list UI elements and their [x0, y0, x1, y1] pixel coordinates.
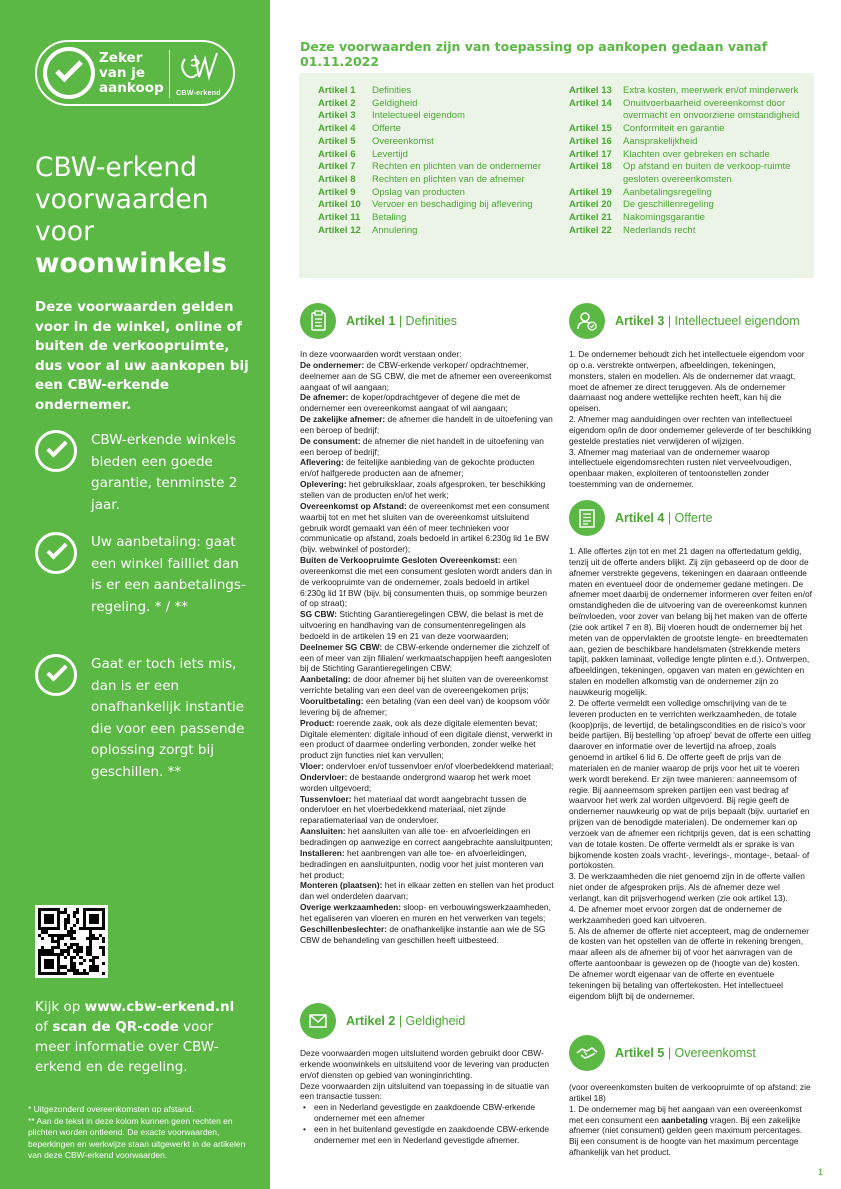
- toc-article-title: Klachten over gebreken en schade: [623, 148, 770, 160]
- paragraph: Deze voorwaarden mogen uitsluitend worden gebruikt door CBW-erkende woonwinkels en uitsluitend voor de levering van producten en/of diensten op gebied van woninginrichting.: [300, 1048, 550, 1080]
- definition-term: Aansluiten:: [300, 826, 346, 837]
- section-number: Artikel 3: [615, 314, 665, 328]
- definition-text: Stichting Garantieregelingen CBW, die belast is met de uitvoering en handhaving van de consumentenregelingen als bedoeld in de artikelen 19 en 21 van deze voorwaarden;: [300, 609, 544, 641]
- definition: [300, 880, 555, 902]
- section-separator: |: [664, 314, 675, 328]
- section-separator: |: [395, 314, 406, 328]
- definition-term: Aflevering:: [300, 457, 344, 468]
- definition-term: Tussenvloer:: [300, 793, 352, 804]
- definition: [300, 436, 555, 458]
- definition: [300, 555, 555, 609]
- title-bold-line: woonwinkels: [35, 248, 227, 279]
- section-title: [615, 314, 800, 328]
- definition: [300, 392, 555, 414]
- definition: [300, 609, 555, 642]
- paragraph: 4. De afnemer moet ervoor zorgen dat de ondernemer de werkzaamheden goed kan uitvoeren.: [569, 903, 782, 925]
- toc-article-number: Artikel 5: [318, 135, 356, 147]
- section-name: Geldigheid: [405, 1014, 466, 1028]
- artikel-3-body: [569, 349, 812, 490]
- toc-article-number: Artikel 6: [318, 148, 356, 160]
- paragraph-text: 1. De ondernemer mag bij het aangaan van een overeenkomst met een consument een: [569, 1103, 802, 1125]
- table-of-contents: [299, 73, 814, 278]
- cta-scan-text: scan de QR-code: [52, 1019, 179, 1035]
- website-cta: [35, 997, 250, 1077]
- toc-article-number: Artikel 22: [569, 224, 612, 236]
- footnote-2: ** Aan de tekst in deze kolom kunnen geen rechten en plichten worden ontleend. De exacte voorwaarden, beperkingen en werkwijze staan uitgewerkt in de artikelen van deze CBW-erkend voorwaarden.: [28, 1115, 246, 1160]
- toc-article-title: De geschillenregeling: [623, 199, 714, 211]
- definition: [300, 696, 555, 718]
- toc-row[interactable]: [569, 149, 809, 162]
- definition-text: de feitelijke aanbieding van de gekochte producten en/of halfgerede producten aan de afnemer;: [300, 457, 535, 479]
- toc-article-title: Extra kosten, meerwerk en/of minderwerk: [623, 85, 799, 96]
- toc-article-number: Artikel 12: [318, 224, 361, 236]
- toc-row[interactable]: [569, 136, 809, 149]
- check-icon: [35, 532, 77, 574]
- definition-text: ondervloer en/of tussenvloer en/of vloerbedekkend materiaal;: [323, 761, 554, 772]
- logo-label: CBW-erkend: [176, 90, 221, 97]
- toc-row[interactable]: [569, 199, 809, 212]
- artikel-4-body: [569, 546, 812, 1001]
- definition: [300, 902, 555, 924]
- toc-article-title: Intelectueel eigendom: [372, 110, 465, 122]
- toc-article-title: Nederlands recht: [623, 224, 696, 236]
- list-item: • een in Nederland gevestigde en zaakdoende CBW-erkende ondernemer met een afnemer: [300, 1102, 555, 1124]
- toc-article-number: Artikel 18: [569, 161, 612, 173]
- artikel-2-body: [300, 1048, 555, 1146]
- sidebar: [0, 0, 270, 1189]
- definition-text: het aansluiten van alle toe- en afvoerleidingen en bedradingen op aanwezige en correct aangebrachte aansluitpunten;: [300, 826, 553, 847]
- toc-article-title: Betaling: [372, 212, 407, 224]
- section-name: Intellectueel eigendom: [674, 314, 800, 328]
- toc-row[interactable]: [318, 123, 556, 136]
- title-line-2: voorwaarden: [35, 184, 209, 215]
- toc-article-title: Definities: [372, 85, 412, 96]
- toc-article-title: Onuitvoerbaarheid overeenkomst door overmacht en onvoorziene omstandigheid: [623, 97, 800, 122]
- toc-article-title: Aansprakelijkheid: [623, 135, 698, 147]
- logo-divider: [169, 50, 170, 98]
- definition-term: De ondernemer:: [300, 359, 365, 370]
- toc-row[interactable]: [318, 187, 556, 200]
- toc-article-number: Artikel 11: [318, 212, 361, 224]
- intro-text: Deze voorwaarden gelden voor in de winkel, online of buiten de verkoopruimte, dus voor al uw aankopen bij een CBW-erkende ondernemer.: [35, 299, 249, 413]
- section-header-artikel-4: [569, 500, 713, 536]
- artikel-1-intro: In deze voorwaarden wordt verstaan onder:: [300, 349, 462, 359]
- toc-article-number: Artikel 4: [318, 123, 356, 135]
- artikel-1-body: [300, 349, 555, 945]
- toc-article-number: Artikel 21: [569, 212, 612, 224]
- qr-code[interactable]: [35, 905, 108, 978]
- toc-article-title: Levertijd: [372, 148, 408, 160]
- definition: [300, 457, 555, 479]
- section-header-artikel-3: [569, 303, 800, 339]
- logo-tagline-line-2: van je: [99, 65, 146, 81]
- definition-term: Aanbetaling:: [300, 674, 351, 685]
- page-number: 1: [818, 1167, 824, 1177]
- toc-row[interactable]: [569, 187, 809, 200]
- toc-row[interactable]: [569, 85, 809, 98]
- definition-text: het gebruiksklaar, zoals afgesproken, ter beschikking stellen van de producten en/of het werk;: [300, 479, 546, 500]
- validity-header: Deze voorwaarden zijn van toepassing op aankopen gedaan vanaf 01.11.2022: [300, 39, 768, 69]
- definition-term: De afnemer:: [300, 392, 349, 403]
- benefit-text: CBW-erkende winkels bieden een goede garantie, tenminste 2 jaar.: [91, 432, 238, 513]
- definition-text: de CBW-erkende verkoper/ opdrachtnemer, deelnemer aan de SG CBW, die met de afnemer een overeenkomst aangaat of wil aangaan;: [300, 359, 552, 392]
- cbw-logo: [35, 40, 235, 106]
- cta-text: voor meer informatie over CBW-erkend en de regeling.: [35, 1019, 219, 1075]
- toc-article-title: Vervoer en beschadiging bij aflevering: [372, 199, 533, 211]
- section-name: Overeenkomst: [674, 1046, 756, 1060]
- toc-row[interactable]: [318, 110, 556, 123]
- toc-row[interactable]: [569, 212, 809, 225]
- paragraph: Deze voorwaarden zijn uitsluitend van toepassing in de situatie van een transactie tussen:: [300, 1080, 550, 1102]
- title-line-1: CBW-erkend: [35, 152, 197, 183]
- check-icon: [35, 654, 77, 696]
- qr-code-pattern: [38, 908, 105, 975]
- toc-row[interactable]: [318, 174, 556, 187]
- definition: [300, 479, 555, 501]
- section-title: [346, 1014, 465, 1028]
- definition-term: Oplevering:: [300, 479, 347, 490]
- logo-tagline: [99, 51, 164, 96]
- section-separator: |: [664, 1046, 675, 1060]
- definition: [300, 794, 555, 827]
- handshake-icon: [569, 1035, 605, 1071]
- envelope-icon: [300, 1003, 336, 1039]
- toc-article-title: Offerte: [372, 123, 401, 135]
- paragraph: 2. De offerte vermeldt een volledige omschrijving van de te leveren producten en te verrichten werkzaamheden, de totale (koop)prijs, de levertijd, de betalingscondities en de risico's voor beide partijen. Bij bestelling 'op afroep' bevat de offerte een uitleg daarover en informatie over de levertijd na afroep, zoals genoemd in artikel 6 lid 6. De offerte geeft de prijs van de materialen en de manier waarop de prijs voor het uit te voeren werk wordt berekend. Er zijn twee manieren: aanneemsom of regie. Bij aanneemsom spreken partijen een vast bedrag af waarvoor het werk zal worden uitgevoerd. Bij regie geeft de ondernemer nauwkeurig op wat de prijs bepaalt (bijv. uurtarief en prijzen van de benodigde materialen). De ondernemer kan op verzoek van de afnemer een richtprijs geven, dat is een schatting van de totale kosten. De offerte vermeldt als er sprake is van bijkomende kosten zoals vracht-, leverings-, montage-, betaal- of portokosten.: [569, 697, 811, 871]
- paragraph: [569, 1104, 812, 1158]
- toc-row[interactable]: [318, 225, 556, 238]
- toc-article-number: Artikel 14: [569, 97, 612, 109]
- section-title: [346, 314, 457, 328]
- toc-article-number: Artikel 3: [318, 110, 356, 122]
- definition-term: Installeren:: [300, 847, 345, 858]
- toc-article-title: Annulering: [372, 224, 418, 236]
- title-line-3: voor: [35, 216, 95, 247]
- definition-text: een betaling (van een deel van) de koopsom vóór levering bij de afnemer;: [300, 696, 550, 717]
- toc-article-title: Opslag van producten: [372, 186, 465, 198]
- definition: [300, 772, 555, 794]
- section-header-artikel-2: [300, 1003, 465, 1039]
- benefit-text: Gaat er toch iets mis, dan is er een onafhankelijk instantie die voor een passende oplossing zorgt bij geschillen. **: [91, 656, 245, 780]
- definition-term: Overeenkomst op Afstand:: [300, 500, 407, 511]
- toc-article-title: Rechten en plichten van de ondernemer: [372, 161, 542, 173]
- definition-text: de afnemer die niet handelt in de uitoefening van een beroep of bedrijf;: [300, 435, 544, 457]
- document-icon: [569, 500, 605, 536]
- user-check-icon: [569, 303, 605, 339]
- toc-article-number: Artikel 2: [318, 97, 356, 109]
- definition-text: de CBW-erkende ondernemer die zichzelf of een of meer van zijn filialen/ werkmaatschappijen heeft aangesloten bij de Stichting Garantieregelingen CBW;: [300, 641, 552, 674]
- definition: [300, 642, 555, 675]
- paragraph: 1. De ondernemer behoudt zich het intellectuele eigendom voor op o.a. verstrekte ontwerpen, afbeeldingen, tekeningen, monsters, stalen en modellen. Als de ondernemer dat vraagt, moet de afnemer ze direct teruggeven. Als de ondernemer daarnaast nog andere wettelijke rechten heeft, kan hij die opeisen.: [569, 349, 805, 414]
- toc-article-title: Nakomingsgarantie: [623, 212, 705, 224]
- definition-text: de door afnemer bij het sluiten van de overeenkomst verrichte betaling van een deel van de overeengekomen prijs;: [300, 674, 549, 696]
- definition-text: de bestaande ondergrond waarop het werk moet worden uitgevoerd;: [300, 771, 531, 793]
- footnotes: [28, 1104, 253, 1162]
- toc-article-number: Artikel 19: [569, 186, 612, 198]
- toc-article-number: Artikel 15: [569, 123, 612, 135]
- toc-article-title: Rechten en plichten van de afnemer: [372, 173, 525, 185]
- paragraph: 3. De werkzaamheden die niet genoemd zijn in de offerte vallen niet onder de afgesproken prijs. Als de afnemer deze wel verlangt, kan dit prijsverhogend werken (zie ook artikel 13).: [569, 871, 805, 903]
- definition: [300, 761, 555, 772]
- logo-check-icon: [43, 47, 95, 99]
- definition-term: Monteren (plaatsen):: [300, 880, 383, 891]
- definition-term: Vooruitbetaling:: [300, 696, 364, 706]
- section-title: [615, 511, 713, 525]
- definition-text: roerende zaak, ook als deze digitale elementen bevat;: [334, 717, 538, 728]
- definition: [300, 501, 555, 555]
- definition-text: een overeenkomst die met een consument gesloten wordt anders dan in de verkoopruimte van de ondernemer, zoals bedoeld in artikel 6:230g lid 1f BW (bijv. bij consumenten thuis, op sommige beurzen of op straat);: [300, 555, 552, 609]
- section-header-artikel-5: [569, 1035, 756, 1071]
- cta-text: Kijk op: [35, 999, 85, 1015]
- toc-row[interactable]: [569, 98, 809, 123]
- definition-text: het aanbrengen van alle toe- en afvoerleidingen, bedradingen en aansluitpunten, nodig voor het juist monteren van het product;: [300, 847, 544, 880]
- definition-text: de onafhankelijke instantie aan wie de SG CBW de behandeling van geschillen heeft uitbesteed.: [300, 923, 546, 945]
- definition-text: de afnemer die handelt in de uitoefening van een beroep of bedrijf;: [300, 414, 553, 435]
- toc-article-number: Artikel 16: [569, 135, 612, 147]
- section-separator: |: [395, 1014, 406, 1028]
- definition-text: het in elkaar zetten en stellen van het product dan wel onderdelen daarvan;: [300, 880, 554, 902]
- definition: [300, 414, 555, 436]
- definition: [300, 924, 555, 946]
- toc-row[interactable]: [569, 123, 809, 136]
- definition-term: SG CBW:: [300, 609, 338, 620]
- toc-article-number: Artikel 7: [318, 161, 356, 173]
- toc-article-number: Artikel 10: [318, 199, 361, 211]
- toc-article-number: Artikel 9: [318, 186, 356, 198]
- page-title: [35, 152, 255, 280]
- definition: [300, 360, 555, 393]
- toc-article-number: Artikel 8: [318, 173, 356, 185]
- toc-article-number: Artikel 1: [318, 85, 356, 96]
- section-number: Artikel 2: [346, 1014, 396, 1028]
- toc-article-title: Overeenkomst: [372, 135, 434, 147]
- toc-article-title: Aanbetalingsregeling: [623, 186, 712, 198]
- toc-column-right: [569, 85, 809, 237]
- logo-tagline-line-3: aankoop: [99, 80, 164, 96]
- check-icon: [35, 430, 77, 472]
- definition-text: Digitale elementen: digitale inhoud of een digitale dienst, verwerkt in een product of daarmee onderling verbonden, zonder welke het product zijn functies niet kan vervullen;: [300, 728, 553, 761]
- toc-article-title: Geldigheid: [372, 97, 418, 109]
- benefit-text: Uw aanbetaling: gaat een winkel failliet dan is er een aanbetalings-regeling. * / **: [91, 534, 246, 615]
- clipboard-icon: [300, 303, 336, 339]
- toc-article-title: Op afstand en buiten de verkoop-ruimte gesloten overeenkomsten: [623, 161, 791, 185]
- toc-article-title: Conformiteit en garantie: [623, 123, 725, 135]
- paragraph: (voor overeenkomsten buiten de verkoopruimte of op afstand: zie artikel 18): [569, 1082, 811, 1103]
- toc-article-number: Artikel 20: [569, 199, 612, 211]
- toc-column-left: [318, 85, 556, 237]
- section-separator: |: [664, 511, 675, 525]
- paragraph: 1. Alle offertes zijn tot en met 21 dagen na offertedatum geldig, tenzij uit de offerte anders blijkt. Zij zijn gebaseerd op de door de afnemer verstrekte gegevens, tekeningen en daaraan ontleende maten en eventueel door de ondernemer gedane metingen. De afnemer moet daarbij de ondernemer informeren over feiten en/of omstandigheden die de uitvoering van de overeenkomst kunnen beïnvloeden, voor zover van belang bij het maken van de offerte (zie ook artikel 7 en 8). Bij vloeren houdt de ondernemer bij het meten van de oppervlakten de grootste lengte- en breedtematen aan, gezien de beschikbare handelsmaten (strekkende meters tapijt, pakken laminaat, volledige lengte plinten e.d.). Ontwerpen, afbeeldingen, tekeningen, opgaven van maten en gewichten en stalen en modellen afkomstig van de ondernemer zijn zo nauwkeurig mogelijk.: [569, 546, 813, 697]
- section-number: Artikel 5: [615, 1046, 665, 1060]
- toc-article-number: Artikel 17: [569, 148, 612, 160]
- definition: [300, 848, 555, 881]
- definition: [300, 718, 555, 729]
- definition-term: Ondervloer:: [300, 771, 348, 782]
- cta-text: of: [35, 1019, 53, 1035]
- list-item: • een in het buitenland gevestigde en zaakdoende CBW-erkende ondernemer met een in Nederland gevestigde afnemer.: [300, 1124, 555, 1146]
- paragraph: 2. Afnemer mag aanduidingen over rechten van intellectueel eigendom op/in de door ondernemer geleverde of ter beschikking gestelde prestaties niet verwijderen of wijzigen.: [569, 414, 812, 446]
- bullet-list: [300, 1102, 555, 1145]
- definition: [300, 826, 555, 848]
- emphasis-term: aanbetaling: [661, 1114, 708, 1125]
- definitions-list: [300, 360, 555, 946]
- paragraph-text: vragen. Bij een zakelijke afnemer (niet consument) gelden geen maximum percentages. Bij een consument is de hoogte van het maximum percentage afhankelijk van het product.: [569, 1114, 803, 1158]
- definition-term: Geschillenbeslechter:: [300, 923, 388, 934]
- paragraph: 5. Als de afnemer de offerte niet accepteert, mag de ondernemer de kosten van het opstellen van de offerte in rekening brengen, maar alleen als de afnemer bij of voor het aanvragen van de offerte aantoonbaar is gewezen op de (hoogte van de) kosten. De afnemer wordt eigenaar van de offerte en eventuele tekeningen bij betaling van offertekosten. Het intellectueel eigendom blijft bij de ondernemer.: [569, 925, 810, 1001]
- definition-text: de overeenkomst met een consument waarbij tot en met het sluiten van de overeenkomst uitsluitend gebruik wordt gemaakt van één of meer technieken voor communicatie op afstand, zoals bedoeld in artikel 6:230g lid 1e BW (bijv. webwinkel of postorder);: [300, 500, 550, 555]
- section-title: [615, 1046, 756, 1060]
- toc-row[interactable]: [318, 199, 556, 212]
- toc-row[interactable]: [318, 161, 556, 174]
- toc-row[interactable]: [569, 161, 809, 186]
- definition-term: Product:: [300, 717, 335, 728]
- section-number: Artikel 4: [615, 511, 665, 525]
- website-link[interactable]: www.cbw-erkend.nl: [84, 999, 235, 1015]
- definition-term: Deelnemer SG CBW:: [300, 641, 383, 652]
- definition-text: de koper/opdrachtgever of degene die met de ondernemer een overeenkomst aangaat of wil aangaan;: [300, 392, 521, 414]
- toc-article-number: Artikel 13: [569, 85, 612, 96]
- definition-text: sloop- en verbouwingswerkzaamheden, het egaliseren van vloeren en muren en het verwerken van tegels;: [300, 902, 551, 923]
- definition-term: De zakelijke afnemer:: [300, 414, 386, 425]
- definition-term: De consument:: [300, 435, 361, 446]
- toc-row[interactable]: [569, 225, 809, 238]
- toc-row[interactable]: [318, 212, 556, 225]
- definition-term: Vloer:: [300, 761, 324, 772]
- paragraph: 3. Afnemer mag materiaal van de ondernemer waarop intellectuele eigendomsrechten rusten niet verveelvoudigen, openbaar maken, exploiteren of tentoonstellen zonder toestemming van de ondernemer.: [569, 446, 792, 490]
- definition-text: het materiaal dat wordt aangebracht tussen de ondervloer en het vloerbedekkend materiaal, niet zijnde reparatiemateriaal van de ondervloer.: [300, 793, 527, 826]
- toc-row[interactable]: [318, 98, 556, 111]
- definition-term: Overige werkzaamheden:: [300, 902, 402, 913]
- toc-row[interactable]: [318, 85, 556, 98]
- definition: [300, 729, 555, 762]
- section-name: Offerte: [674, 511, 713, 525]
- logo-tagline-line-1: Zeker: [99, 50, 143, 66]
- toc-row[interactable]: [318, 136, 556, 149]
- definition: [300, 674, 555, 696]
- artikel-5-body: [569, 1082, 812, 1158]
- section-name: Definities: [405, 314, 457, 328]
- section-number: Artikel 1: [346, 314, 396, 328]
- definition-term: Buiten de Verkoopruimte Gesloten Overeenkomst:: [300, 555, 501, 566]
- footnote-1: * Uitgezonderd overeenkomsten op afstand.: [28, 1104, 194, 1114]
- section-header-artikel-1: [300, 303, 457, 339]
- cbw-monogram-icon: [177, 47, 227, 87]
- toc-row[interactable]: [318, 149, 556, 162]
